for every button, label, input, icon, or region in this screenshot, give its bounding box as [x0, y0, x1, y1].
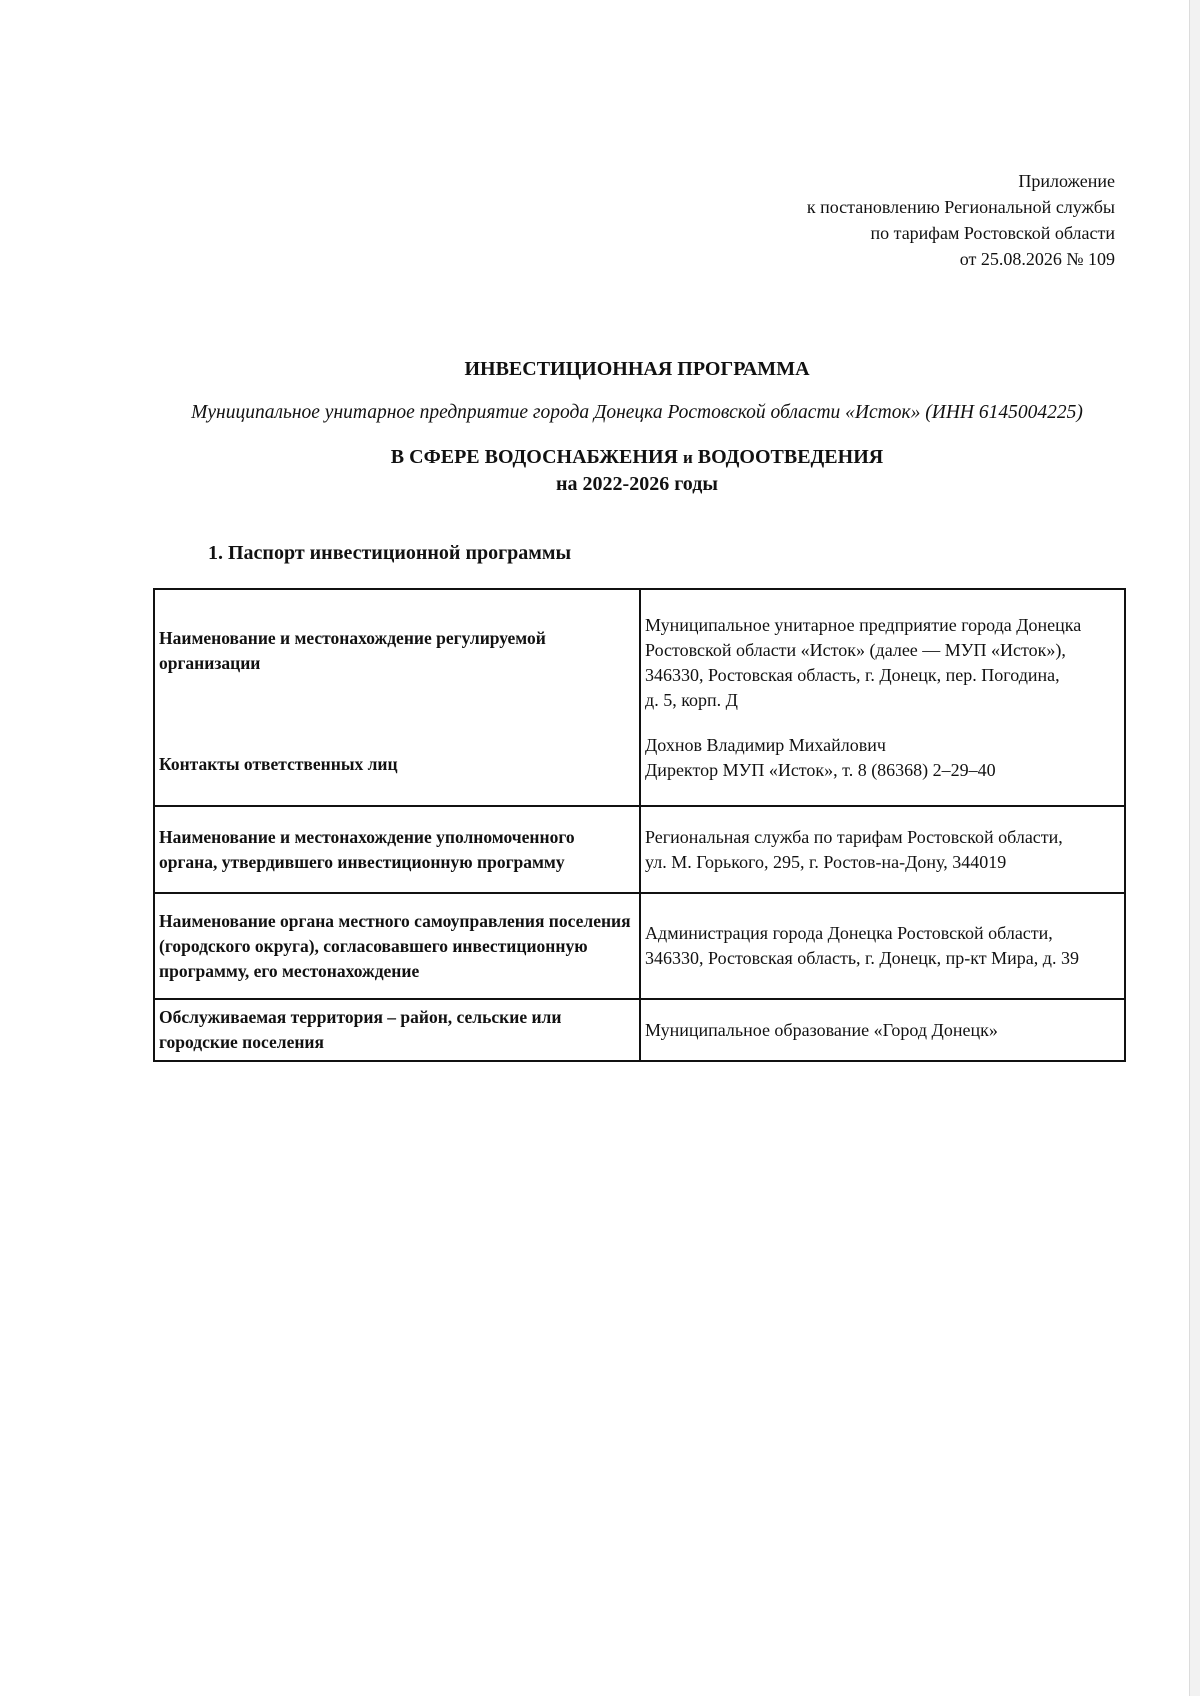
value-line: 346330, Ростовская область, г. Донецк, пер. Погодина,	[645, 664, 1060, 685]
table-row	[154, 999, 1125, 1061]
value-line: 346330, Ростовская область, г. Донецк, пр-кт Мира, д. 39	[645, 948, 1079, 968]
regulated-org-label: Наименование и местонахождение регулируемой организации	[159, 628, 546, 673]
table-row	[154, 806, 1125, 893]
value-cell	[640, 589, 1125, 806]
value-line: Региональная служба по тарифам Ростовской области,	[645, 826, 1063, 847]
value-line: Ростовской области «Исток» (далее — МУП «Исток»),	[645, 639, 1066, 660]
passport-table	[153, 588, 1126, 1062]
value-line: Директор МУП «Исток», т. 8 (86368) 2–29–40	[645, 759, 996, 780]
value-line: Администрация города Донецка Ростовской области,	[645, 923, 1053, 943]
value-group	[645, 613, 1120, 783]
appendix-date-number: от 25.08.2026 № 109	[959, 249, 1115, 269]
table-row	[154, 589, 1125, 806]
document-title: ИНВЕСТИЦИОННАЯ ПРОГРАММА	[464, 358, 810, 380]
section-heading: 1. Паспорт инвестиционной программы	[208, 542, 572, 564]
contacts-value	[645, 733, 1120, 783]
program-period: на 2022-2026 годы	[556, 473, 718, 495]
value-line: Муниципальное унитарное предприятие города Донецка	[645, 614, 1082, 635]
organization-line: Муниципальное унитарное предприятие города Донецка Ростовской области «Исток» (ИНН 6145004225)	[191, 402, 1083, 423]
appendix-line: Приложение	[1018, 171, 1115, 191]
page-edge	[1189, 0, 1200, 1696]
sphere-line	[0, 444, 1200, 471]
sphere-conjunction: и	[682, 448, 693, 467]
sphere-part: ВОДООТВЕДЕНИЯ	[692, 446, 884, 468]
appendix-header	[595, 168, 1115, 272]
authority-value	[640, 806, 1125, 893]
territory-label: Обслуживаемая территория – район, сельские или городские поселения	[154, 999, 640, 1061]
sphere-heading	[0, 444, 1200, 497]
regulated-org-value	[645, 613, 1120, 713]
sphere-part: В СФЕРЕ ВОДОСНАБЖЕНИЯ	[390, 446, 683, 468]
local-government-label: Наименование органа местного самоуправления поселения (городского округа), согласовавшего инвестиционную программу, его местонахождение	[154, 893, 640, 999]
local-government-value	[640, 893, 1125, 999]
value-line: д. 5, корп. Д	[645, 689, 738, 710]
value-line: Дохнов Владимир Михайлович	[645, 734, 886, 755]
table-row	[154, 893, 1125, 999]
label-group	[159, 626, 635, 777]
value-line: ул. М. Горького, 295, г. Ростов-на-Дону, 344019	[645, 851, 1007, 872]
appendix-line: по тарифам Ростовской области	[870, 223, 1115, 243]
label-cell	[154, 589, 640, 806]
appendix-line: к постановлению Региональной службы	[806, 197, 1115, 217]
contacts-label: Контакты ответственных лиц	[159, 754, 398, 774]
territory-value: Муниципальное образование «Город Донецк»	[640, 999, 1125, 1061]
authority-label: Наименование и местонахождение уполномоченного органа, утвердившего инвестиционную программу	[154, 806, 640, 893]
